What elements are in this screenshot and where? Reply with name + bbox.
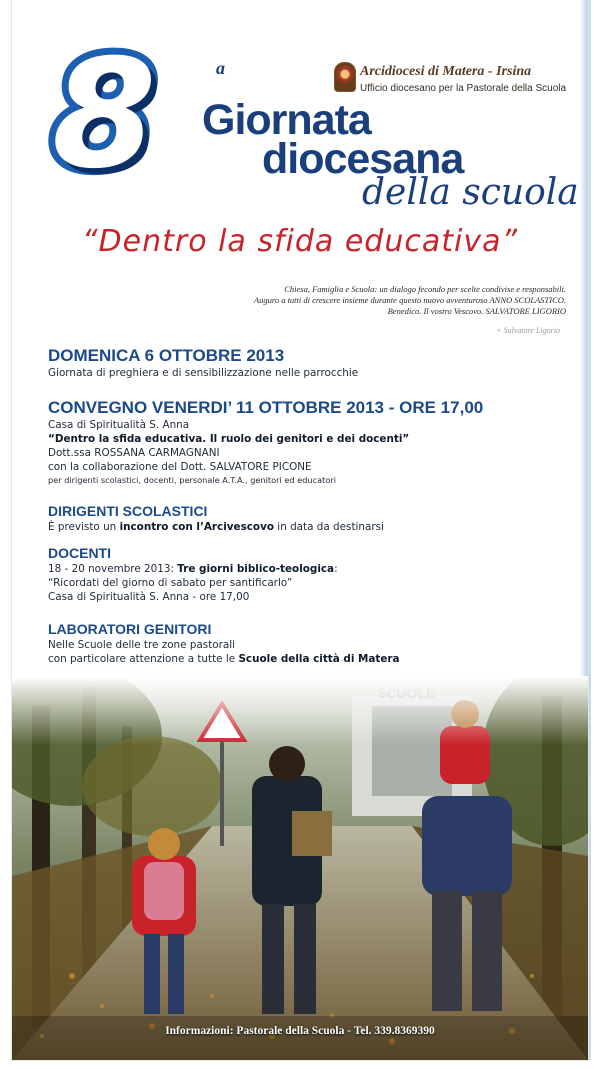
quote-line: Auguro a tutti di crescere insieme durante questo nuovo avventuroso ANNO SCOLASTICO.: [253, 295, 566, 305]
section-principals: [48, 502, 384, 534]
text-part: È previsto un: [48, 521, 120, 533]
section-teachers: [48, 544, 338, 604]
conference-audience: per dirigenti scolastici, docenti, personale A.T.A., genitori ed educatori: [48, 475, 337, 485]
organization-name: Arcidiocesi di Matera - Irsina: [360, 64, 532, 79]
text-part: :: [334, 563, 338, 575]
text-part: con particolare attenzione a tutte le: [48, 653, 239, 665]
bishop-quote: [166, 284, 566, 317]
teachers-line-3: Casa di Spiritualità S. Anna - ore 17,00: [48, 591, 250, 603]
section-sunday: [48, 346, 358, 380]
conference-talk: “Dentro la sfida educativa. Il ruolo dei genitori e dei docenti”: [48, 433, 410, 445]
section-heading: LABORATORI GENITORI: [48, 621, 212, 637]
text-bold: incontro con l’Arcivescovo: [119, 521, 274, 533]
section-parents: [48, 620, 400, 666]
quote-line: Chiesa, Famiglia e Scuola: un dialogo fecondo per scelte condivise e responsabili.: [284, 284, 566, 294]
section-conference: [48, 398, 483, 486]
conference-speaker: Dott.ssa ROSSANA CARMAGNANI: [48, 447, 220, 459]
photo-illustration: [12, 676, 588, 1060]
text-bold: Scuole della città di Matera: [238, 653, 400, 665]
conference-collab: con la collaborazione del Dott. SALVATORE PICONE: [48, 461, 312, 473]
edition-number: 8: [52, 28, 157, 202]
title-line-2: diocesana: [262, 135, 464, 183]
office-name: Ufficio diocesano per la Pastorale della Scuola: [360, 83, 567, 94]
parents-line-1: Nelle Scuole delle tre zone pastorali: [48, 639, 236, 651]
madonna-icon: [334, 62, 356, 92]
text-part: 18 - 20 novembre 2013:: [48, 563, 178, 575]
text-part: in data da destinarsi: [274, 521, 384, 533]
section-heading: DOCENTI: [48, 545, 111, 561]
organization-block: [334, 62, 588, 102]
poster: [12, 0, 588, 1060]
motto: “Dentro la sfida educativa”: [81, 224, 518, 259]
title-line-3: della scuola: [362, 172, 579, 213]
info-line: Informazioni: Pastorale della Scuola - Tel. 339.8369390: [165, 1025, 435, 1037]
quote-line: Benedico. Il vostro Vescovo. SALVATORE LIGORIO: [387, 306, 566, 316]
title-line-1: Giornata: [202, 96, 371, 144]
family-walking-photo: [12, 676, 588, 1060]
bishop-signature: + Salvatore Ligorio: [496, 326, 560, 335]
section-text: Giornata di preghiera e di sensibilizzazione nelle parrocchie: [48, 367, 359, 379]
section-heading: DOMENICA 6 OTTOBRE 2013: [48, 346, 285, 365]
edition-suffix: a: [216, 58, 225, 78]
text-bold: Tre giorni biblico-teologica: [177, 563, 335, 575]
conference-place: Casa di Spiritualità S. Anna: [48, 419, 190, 431]
section-heading: CONVEGNO VENERDI’ 11 OTTOBRE 2013 - ORE 17,00: [48, 398, 484, 417]
section-heading: DIRIGENTI SCOLASTICI: [48, 503, 208, 519]
teachers-line-2: “Ricordati del giorno di sabato per santificarlo”: [48, 577, 293, 589]
